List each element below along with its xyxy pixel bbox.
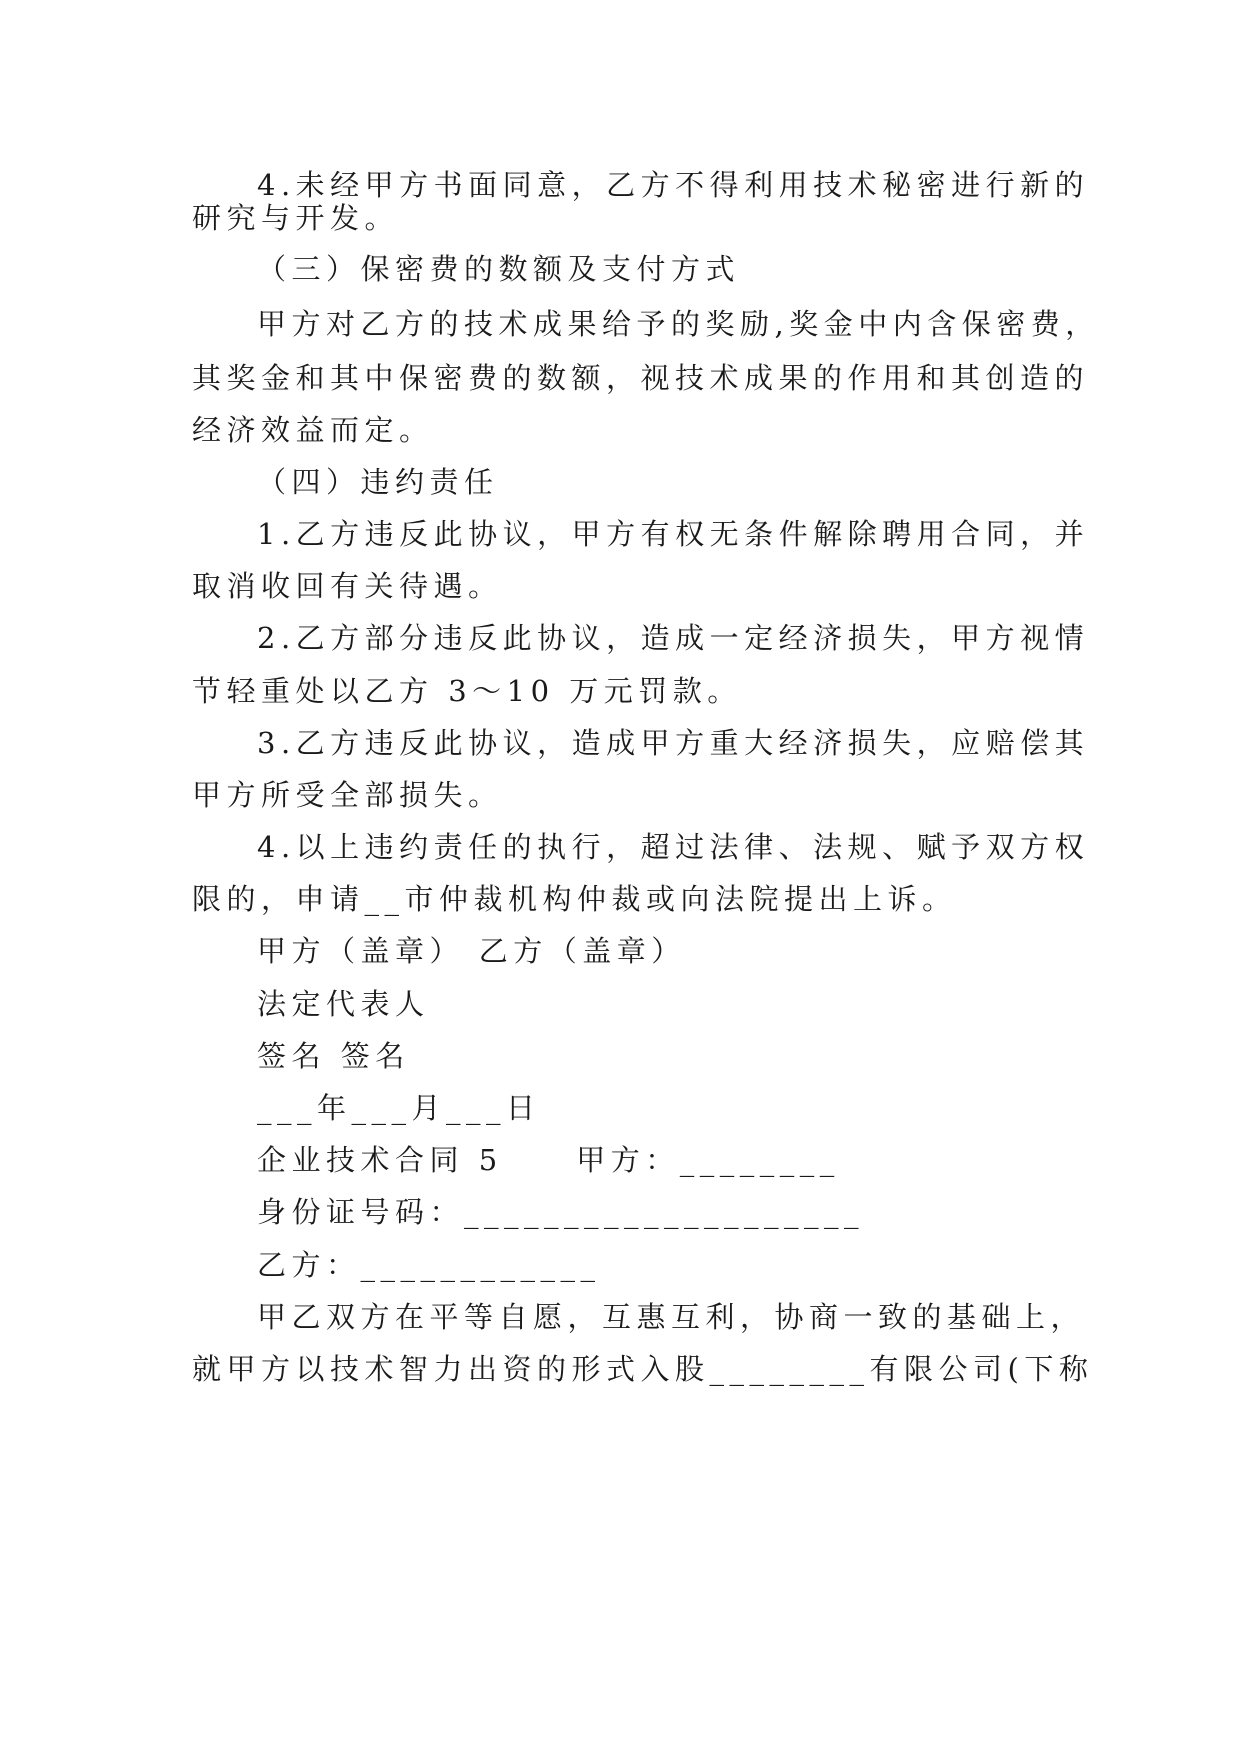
text-line: 经济效益而定。 [192,413,434,447]
text-line: 4.以上违约责任的执行，超过法律、法规、赋予双方权 [257,830,1090,864]
signature-line: 签名 签名 [257,1039,410,1073]
text-line: 其奖金和其中保密费的数额，视技术成果的作用和其创造的 [192,361,1090,395]
id-number-line: 身份证号码：____________________ [257,1195,865,1229]
section-heading: （三）保密费的数额及支付方式 [257,252,741,286]
text-line: 就甲方以技术智力出资的形式入股________有限公司(下称 [192,1352,1094,1386]
date-line: ___年___月___日 [257,1091,541,1125]
text-line: 甲方对乙方的技术成果给予的奖励,奖金中内含保密费， [257,307,1100,341]
text-line: 限的，申请__市仲裁机构仲裁或向法院提出上诉。 [192,882,957,916]
party-b-line: 乙方：____________ [257,1248,601,1282]
text-line: 甲方所受全部损失。 [192,778,503,812]
text-line: 甲乙双方在平等自愿，互惠互利，协商一致的基础上， [257,1300,1086,1334]
text-line: 3.乙方违反此协议，造成甲方重大经济损失，应赔偿其 [257,726,1090,760]
text-line: 4.未经甲方书面同意，乙方不得利用技术秘密进行新的 [257,168,1090,202]
signature-line: 甲方（盖章） 乙方（盖章） [257,934,686,968]
text-line: 节轻重处以乙方 3～10 万元罚款。 [192,674,742,708]
contract-header-line: 企业技术合同 5 甲方：________ [257,1143,840,1177]
text-line: 取消收回有关待遇。 [192,569,503,603]
text-line: 研究与开发。 [192,201,400,235]
signature-line: 法定代表人 [257,987,430,1021]
text-line: 1.乙方违反此协议，甲方有权无条件解除聘用合同，并 [257,517,1090,551]
text-line: 2.乙方部分违反此协议，造成一定经济损失，甲方视情 [257,621,1090,655]
section-heading: （四）违约责任 [257,465,499,499]
